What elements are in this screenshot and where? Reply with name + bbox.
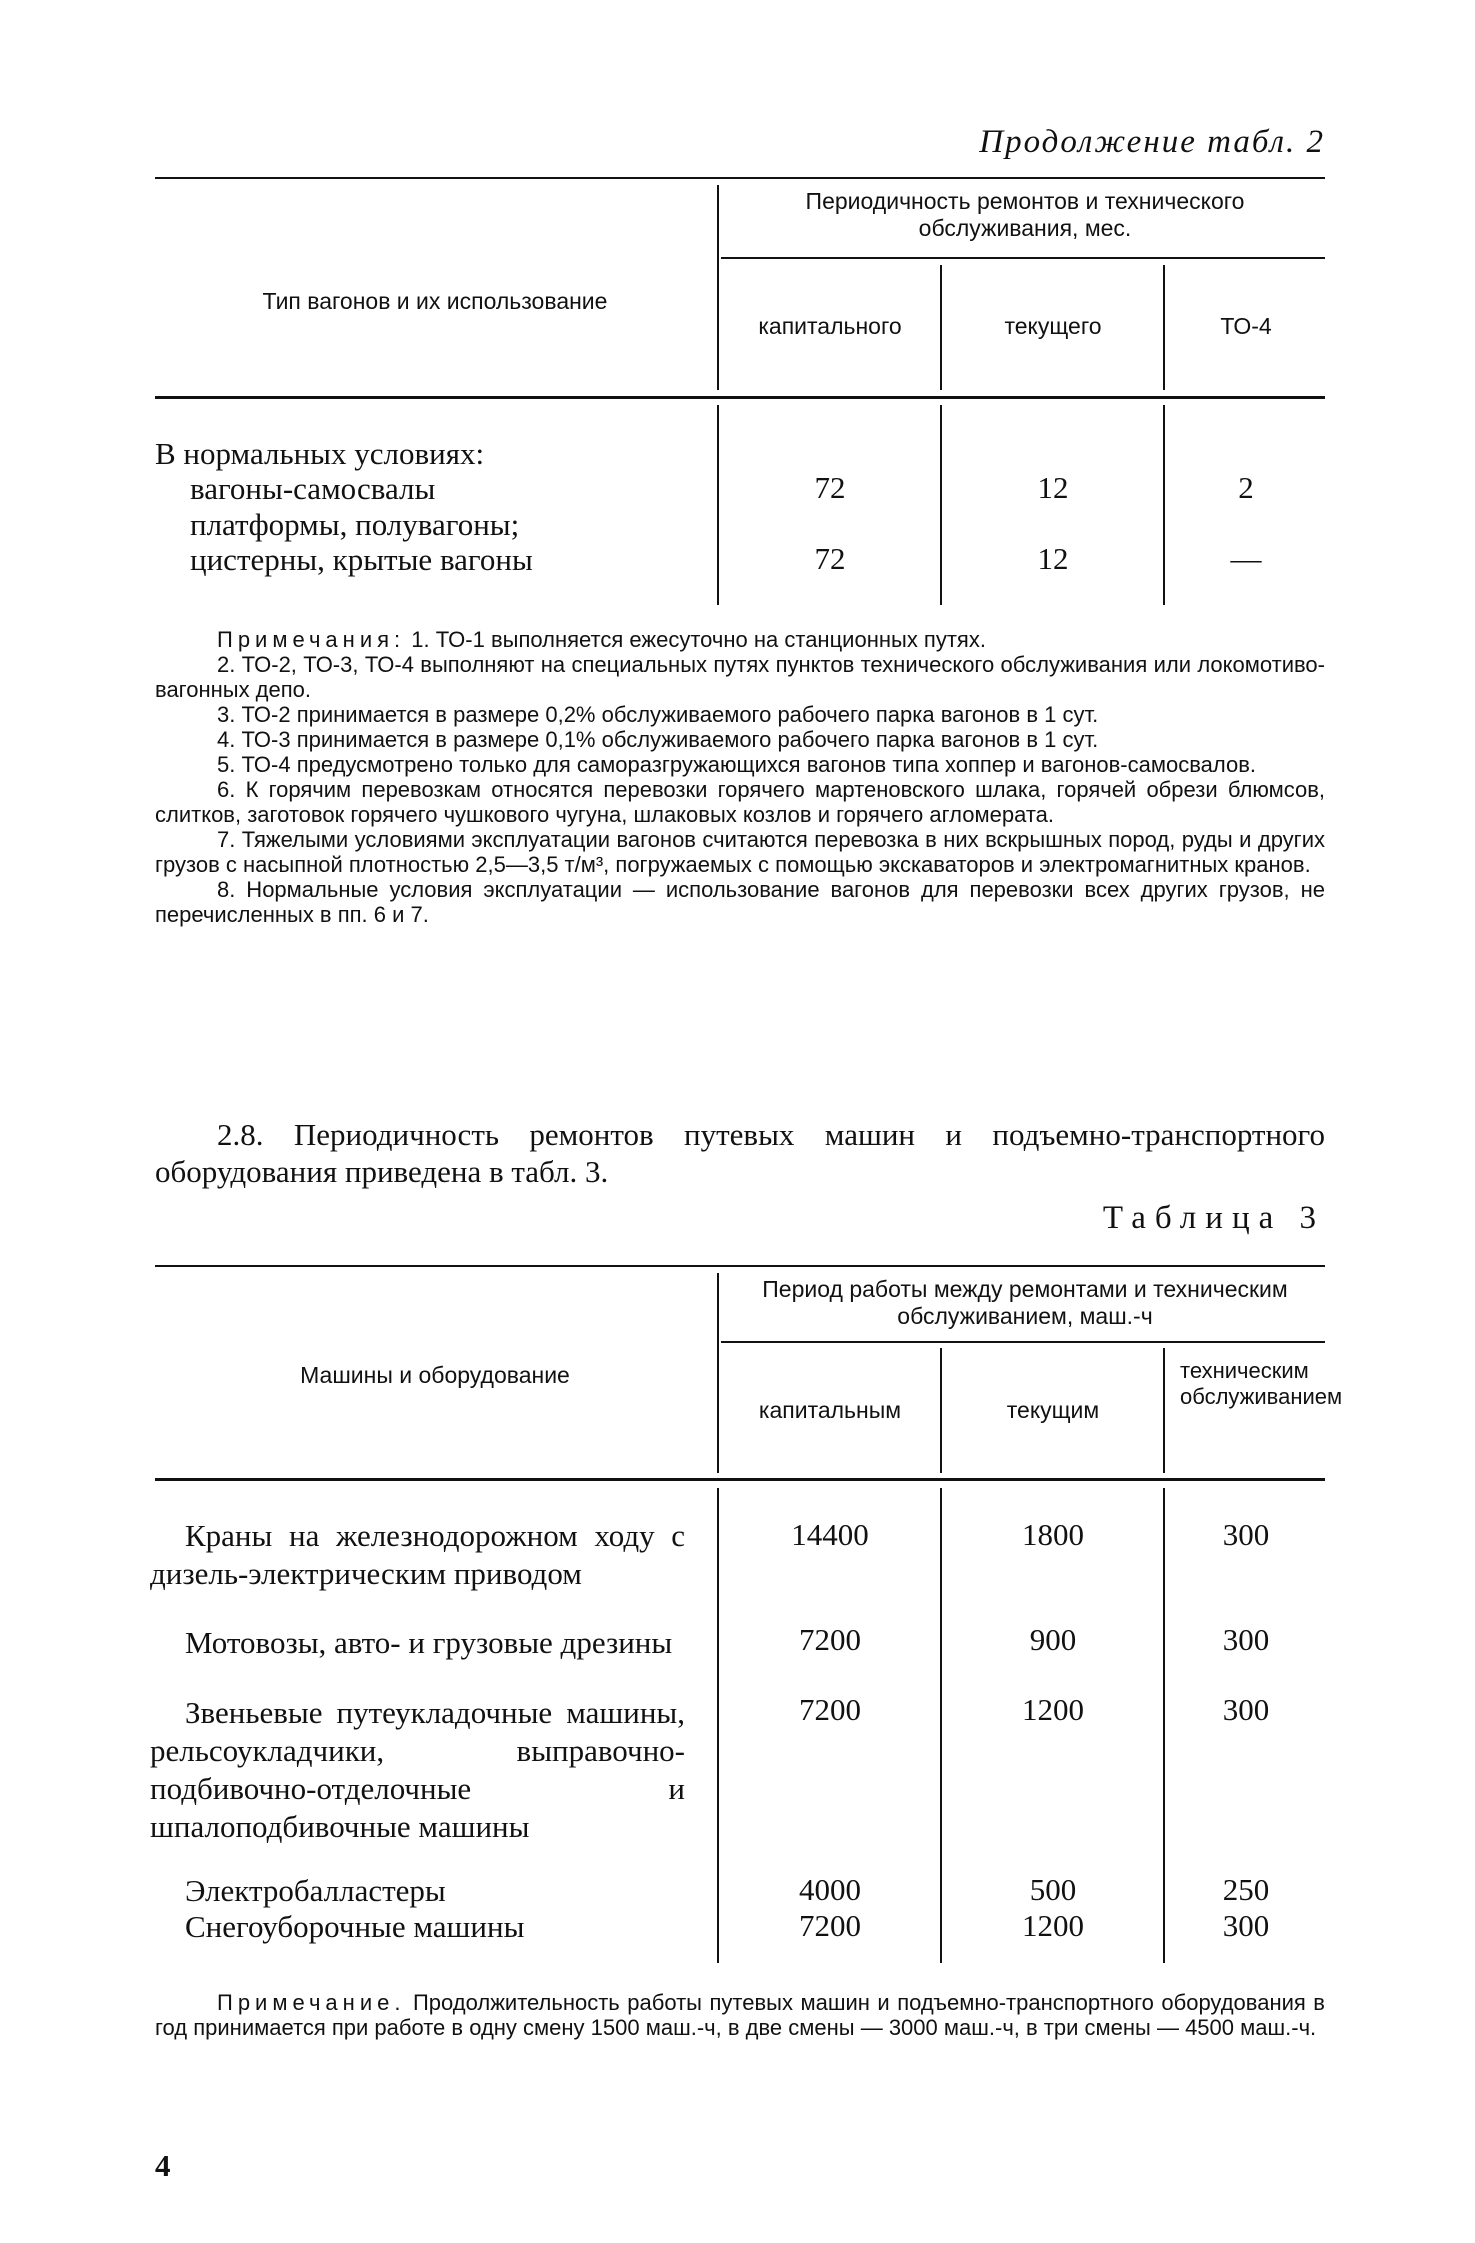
table2-vline-2 [940, 265, 942, 390]
table3-cell: 7200 [799, 1692, 861, 1727]
table3-body-vline-3 [1163, 1488, 1165, 1963]
table2-header-left: Тип вагонов и их использование [262, 288, 608, 314]
table3-row-label: Мотовозы, авто- и грузовые дрезины [185, 1625, 673, 1660]
table3-group-rule [721, 1341, 1325, 1343]
table3-cell: 250 [1222, 1872, 1270, 1907]
table2-vline-3 [1163, 265, 1165, 390]
table3-cell: 300 [1222, 1908, 1270, 1943]
table3-body-vline-1 [717, 1488, 719, 1963]
table2-group-rule [721, 257, 1325, 259]
table3-cell: 4000 [799, 1872, 861, 1907]
table3-body-vline-2 [940, 1488, 942, 1963]
table3-header-current: текущим [1006, 1397, 1100, 1423]
table2-cell: 12 [1037, 470, 1069, 505]
table2-header-current: текущего [1004, 313, 1102, 339]
table2-body-vline-2 [940, 405, 942, 605]
table2-body-vline-1 [717, 405, 719, 605]
table3-cell: 14400 [791, 1517, 869, 1552]
table3-cell: 500 [1029, 1872, 1077, 1907]
table3-cell: 7200 [799, 1908, 861, 1943]
table3-vline-1 [717, 1273, 719, 1473]
note-item: 7. Тяжелыми условиями эксплуатации вагонов считаются перевозка в них вскрышных пород, руды и других грузов с насыпной плотностью 2,5—3,5 т/м³, погружаемых с помощью экскаваторов и электромагнитных кранов. [155, 827, 1325, 877]
table2-cell: 2 [1238, 470, 1254, 505]
table3-header-rule [155, 1478, 1325, 1481]
table3-note [155, 1990, 1325, 2040]
note-item: 5. ТО-4 предусмотрено только для саморазгружающихся вагонов типа хоппер и вагонов-самосвалов. [217, 752, 1256, 777]
table3-header-group: Период работы между ремонтами и техническим обслуживанием, маш.-ч [762, 1276, 1288, 1329]
table3-header-maintenance: техническим обслуживанием [1180, 1358, 1343, 1409]
table2-cell: 72 [814, 470, 846, 505]
table3-cell: 300 [1222, 1692, 1270, 1727]
table3-cell: 300 [1222, 1622, 1270, 1657]
table3-cell: 900 [1029, 1622, 1077, 1657]
table3-header-left: Машины и оборудование [300, 1362, 570, 1388]
table3-row-label: Звеньевые путеукладочные машины, рельсоукладчики, выправочно-подбивочно-отделочные и шпалоподбивочные машины [150, 1695, 685, 1844]
table2-cell: — [1230, 541, 1262, 576]
table2-header-capital: капитального [758, 313, 902, 339]
table3-cell: 1800 [1022, 1517, 1084, 1552]
table3-vline-2 [940, 1348, 942, 1473]
table3-top-rule [155, 1265, 1325, 1267]
table2-cell: 72 [814, 541, 846, 576]
note3-heading: Примечание. [217, 1990, 406, 2015]
table2-header-to4: ТО-4 [1220, 313, 1272, 339]
table2-row-label: вагоны-самосвалы [190, 471, 436, 506]
note-item: 8. Нормальные условия эксплуатации — использование вагонов для перевозки всех других грузов, не перечисленных в пп. 6 и 7. [155, 877, 1325, 927]
table3-row-label: Снегоуборочные машины [185, 1909, 525, 1944]
note3-text: Продолжительность работы путевых машин и подъемно-транспортного оборудования в год принимается при работе в одну смену 1500 маш.-ч, в две смены — 3000 маш.-ч, в три смены — 4500 маш.-ч. [155, 1990, 1325, 2040]
note-item: 4. ТО-3 принимается в размере 0,1% обслуживаемого рабочего парка вагонов в 1 сут. [217, 727, 1099, 752]
note-item: 3. ТО-2 принимается в размере 0,2% обслуживаемого рабочего парка вагонов в 1 сут. [217, 702, 1099, 727]
note-item: 1. ТО-1 выполняется ежесуточно на станционных путях. [411, 627, 986, 652]
table2-header-rule [155, 396, 1325, 399]
table3-cell: 300 [1222, 1517, 1270, 1552]
table2-header-group: Периодичность ремонтов и технического обслуживания, мес. [805, 188, 1245, 241]
notes-heading: Примечания: [217, 627, 406, 652]
table3-cell: 1200 [1022, 1692, 1084, 1727]
table2-vline-1 [717, 185, 719, 390]
table2-row-label: цистерны, крытые вагоны [190, 542, 533, 577]
table3-row-label: Краны на железнодорожном ходу с дизель-электрическим приводом [150, 1518, 685, 1591]
note-item: 2. ТО-2, ТО-3, ТО-4 выполняют на специальных путях пунктов технического обслуживания или локомотиво-вагонных депо. [155, 652, 1325, 702]
table3-caption: Таблица 3 [1102, 1200, 1325, 1236]
paragraph-2-8: 2.8. Периодичность ремонтов путевых машин и подъемно-транспортного оборудования приведена в табл. 3. [155, 1117, 1325, 1189]
table2-notes [155, 627, 1325, 927]
table3-cell: 1200 [1022, 1908, 1084, 1943]
note-item: 6. К горячим перевозкам относятся перевозки горячего мартеновского шлака, горячей обрези блюмсов, слитков, заготовок горячего чушкового чугуна, шлаковых козлов и горячего агломерата. [155, 777, 1325, 827]
table2-caption: Продолжение табл. 2 [979, 124, 1325, 160]
table3-vline-3 [1163, 1348, 1165, 1473]
table3-cell: 7200 [799, 1622, 861, 1657]
page-number: 4 [155, 2148, 171, 2183]
table2-cell: 12 [1037, 541, 1069, 576]
table2-body-vline-3 [1163, 405, 1165, 605]
table2-top-rule [155, 177, 1325, 179]
table3-row-label: Электробалластеры [185, 1873, 446, 1908]
table3-header-capital: капитальным [758, 1397, 902, 1423]
table2-row-label: платформы, полувагоны; [190, 507, 520, 542]
table2-row-label: В нормальных условиях: [155, 436, 485, 471]
